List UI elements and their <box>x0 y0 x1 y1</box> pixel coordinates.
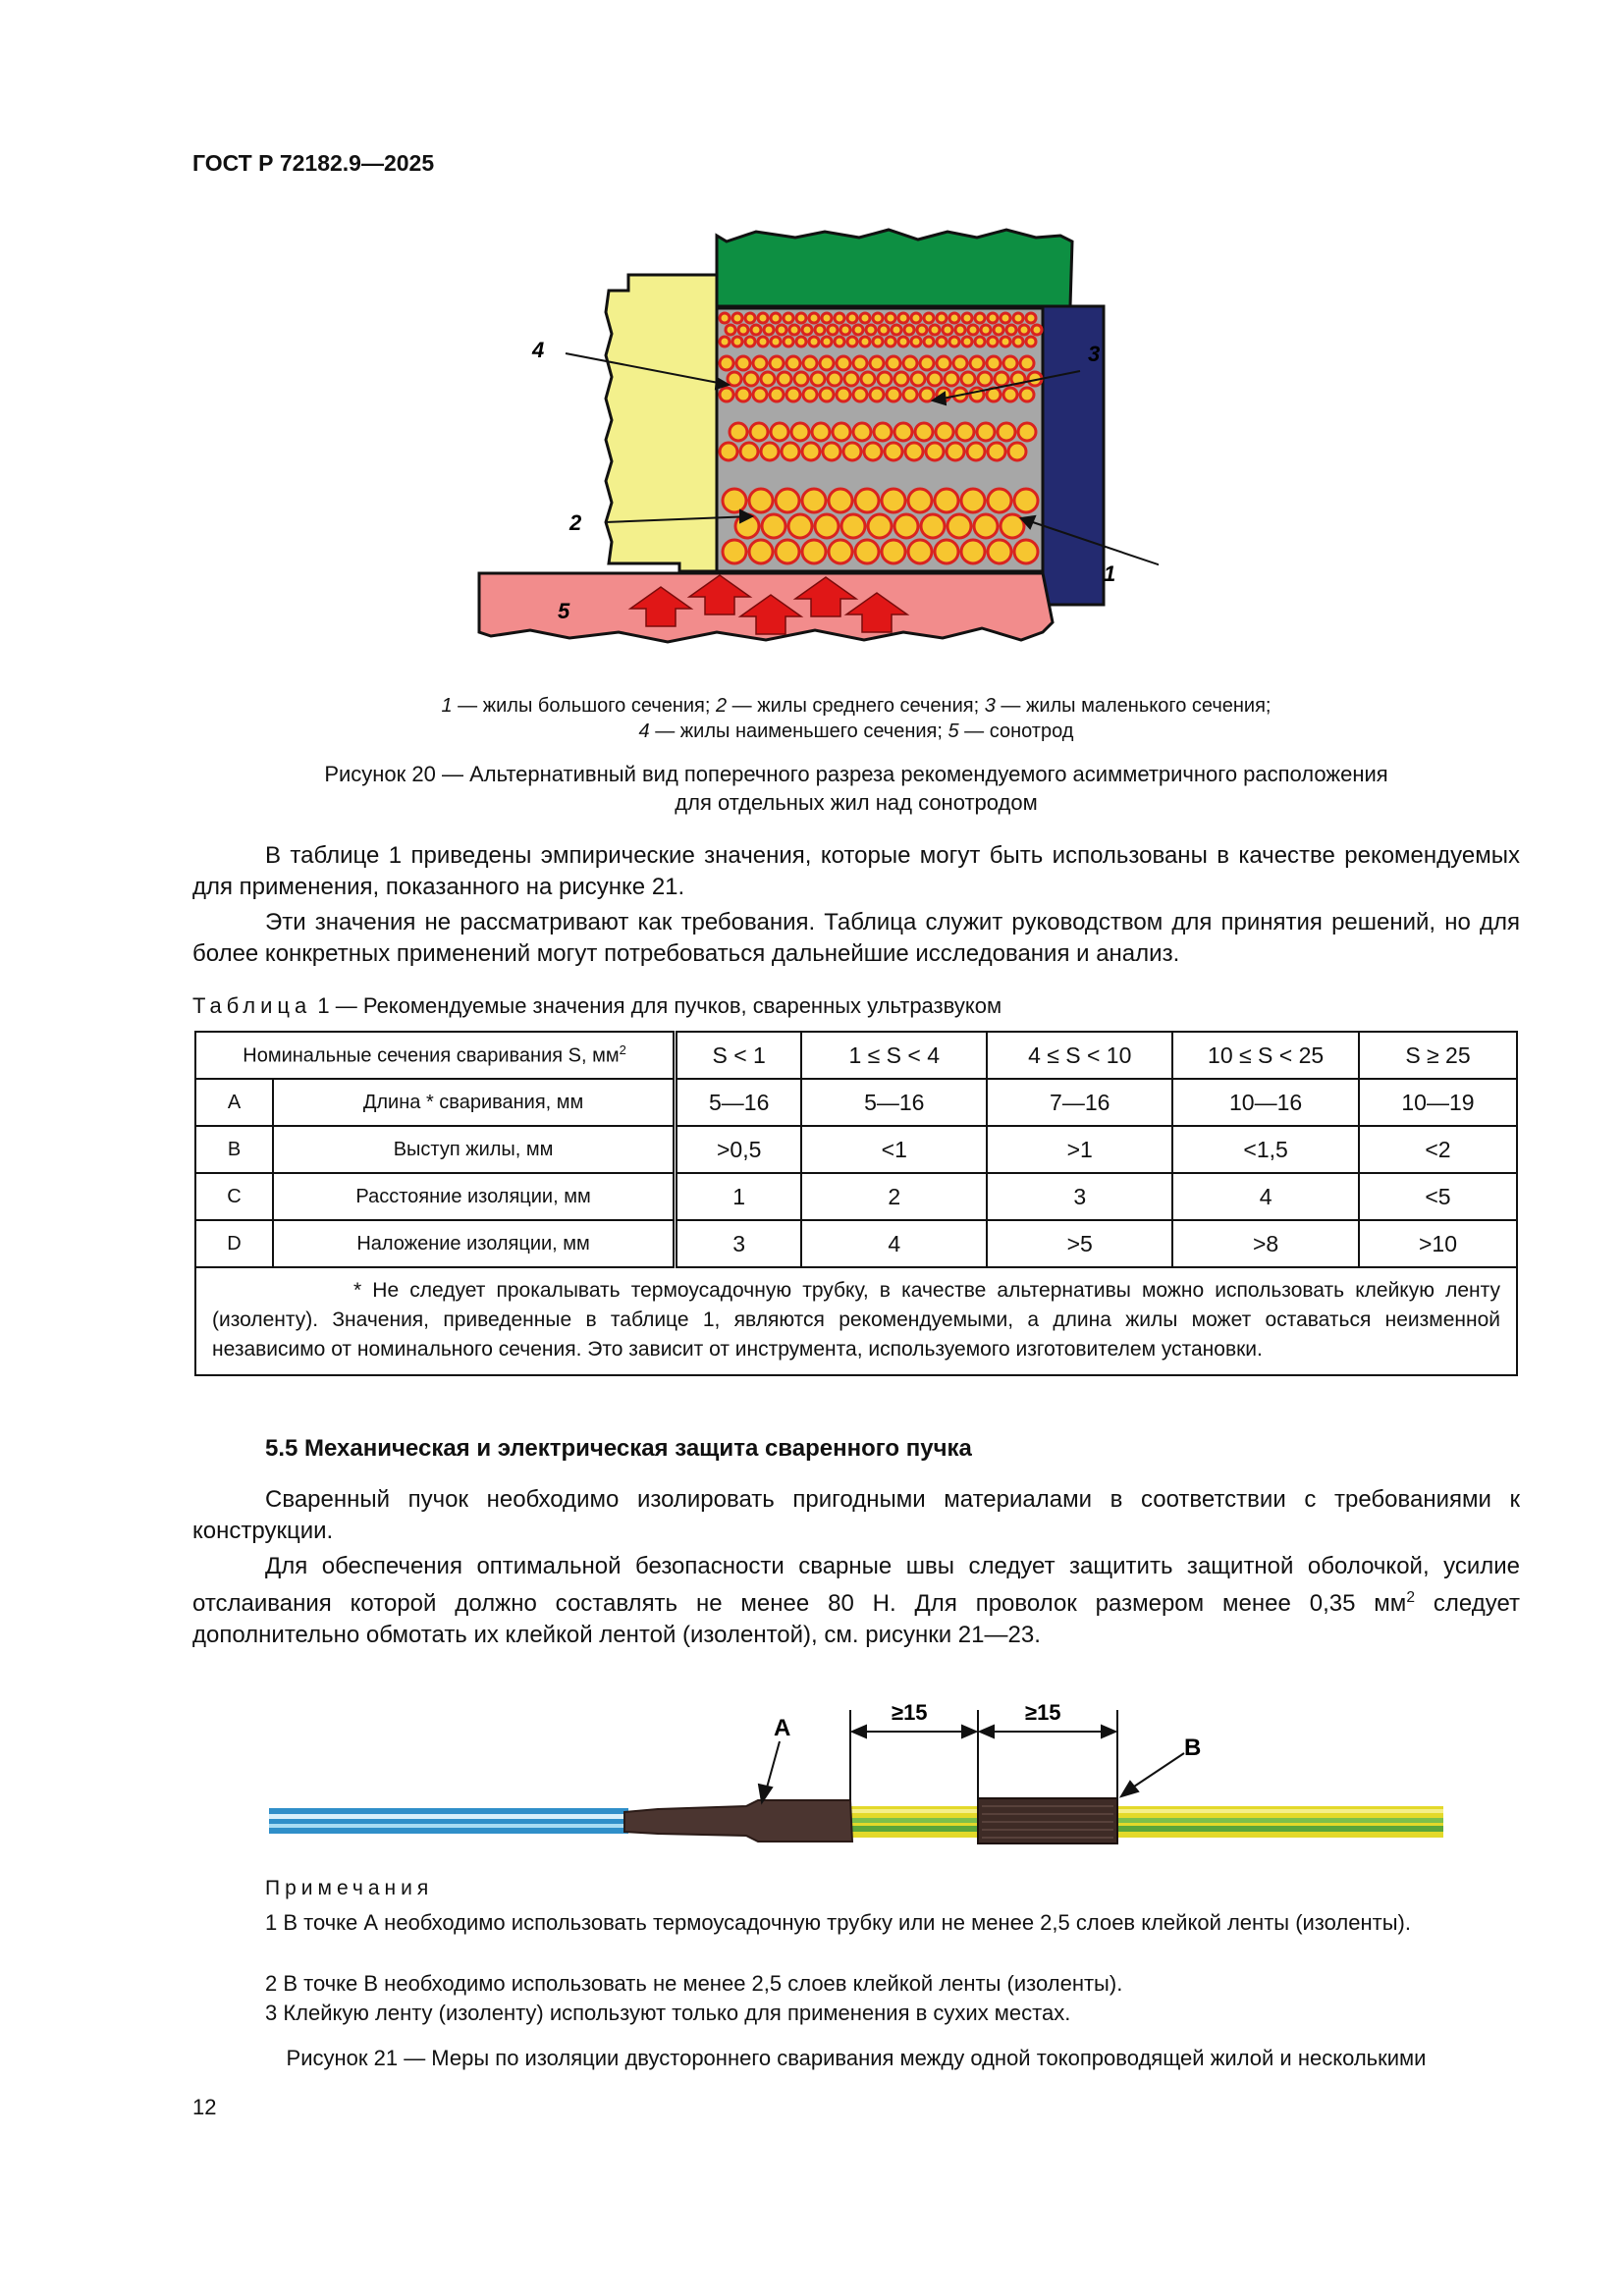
small-wire <box>803 356 817 370</box>
smallest-wire <box>835 337 844 347</box>
table-col-head: 1 ≤ S < 4 <box>801 1032 987 1079</box>
small-wire <box>861 372 875 386</box>
smallest-wire <box>771 313 781 323</box>
smallest-wire <box>828 325 838 335</box>
large-wire <box>868 514 892 538</box>
paragraph-2: Эти значения не рассматривают как требования. Таблица служит руководством для принятия решений, но для более конкретных применений могут потребоваться дальнейшие исследования и анализ. <box>192 909 1520 967</box>
smallest-wire <box>968 325 978 335</box>
legend-num-4: 4 <box>638 721 650 742</box>
fig20-label-5: 5 <box>558 599 570 623</box>
table-cell: >10 <box>1359 1220 1517 1267</box>
small-wire <box>887 356 900 370</box>
medium-wire <box>1018 423 1036 441</box>
small-wire <box>887 388 900 401</box>
smallest-wire <box>822 337 832 347</box>
small-wire <box>728 372 741 386</box>
legend-text-4: — жилы наименьшего сечения; <box>649 721 948 742</box>
notes-title: Примечания <box>265 1877 434 1899</box>
large-wire <box>749 489 773 512</box>
smallest-wire <box>796 313 806 323</box>
row-code: A <box>195 1079 273 1126</box>
smallest-wire <box>955 325 965 335</box>
smallest-wire <box>943 325 952 335</box>
smallest-wire <box>809 313 819 323</box>
smallest-wire <box>771 337 781 347</box>
table-cell: <1,5 <box>1172 1126 1359 1173</box>
medium-wire <box>802 443 820 460</box>
legend-num-5: 5 <box>947 721 959 742</box>
small-wire <box>928 372 942 386</box>
smallest-wire <box>853 325 863 335</box>
medium-wire <box>791 423 809 441</box>
medium-wire <box>956 423 974 441</box>
large-wire <box>841 514 865 538</box>
small-wire <box>1003 388 1017 401</box>
legend-text-5: — сонотрод <box>958 721 1074 742</box>
smallest-wire <box>847 313 857 323</box>
large-wire <box>788 514 812 538</box>
small-wire <box>937 356 950 370</box>
smallest-wire <box>917 325 927 335</box>
medium-wire <box>977 423 995 441</box>
heat-shrink-sleeve <box>624 1800 852 1842</box>
medium-wire <box>874 423 892 441</box>
row-code: B <box>195 1126 273 1173</box>
table-col-head: S ≥ 25 <box>1359 1032 1517 1079</box>
small-wire <box>844 372 858 386</box>
legend-text-3: — жилы маленького сечения; <box>995 695 1272 717</box>
small-wire <box>870 356 884 370</box>
small-wire <box>803 388 817 401</box>
medium-wire <box>894 423 912 441</box>
small-wire <box>903 356 917 370</box>
smallest-wire <box>840 325 850 335</box>
large-wire <box>988 540 1011 563</box>
small-wire <box>736 356 750 370</box>
medium-wire <box>967 443 985 460</box>
note-1: 1 В точке А необходимо использовать термоусадочную трубку или не менее 2,5 слоев клейкой ленты (изоленты). <box>265 1910 1411 1935</box>
large-wire <box>723 489 746 512</box>
smallest-wire <box>994 325 1003 335</box>
small-wire <box>970 356 984 370</box>
small-wire <box>786 388 800 401</box>
table-col-head: 4 ≤ S < 10 <box>987 1032 1172 1079</box>
smallest-wire <box>764 325 774 335</box>
medium-wire <box>761 443 779 460</box>
smallest-wire <box>975 313 985 323</box>
large-wire <box>935 489 958 512</box>
table-cell: 3 <box>987 1173 1172 1220</box>
smallest-wire <box>911 337 921 347</box>
fig21-dim-2: ≥15 <box>1025 1700 1061 1725</box>
legend-text-2: — жилы среднего сечения; <box>727 695 985 717</box>
legend-line-1 <box>192 693 1520 719</box>
smallest-wire <box>886 337 895 347</box>
table-cell: 10—16 <box>1172 1079 1359 1126</box>
large-wire <box>974 514 998 538</box>
smallest-wire <box>777 325 786 335</box>
table-cell: 1 <box>676 1173 802 1220</box>
small-wire <box>995 372 1008 386</box>
large-wire <box>829 540 852 563</box>
row-code: C <box>195 1173 273 1220</box>
legend-text-1: — жилы большого сечения; <box>452 695 716 717</box>
table-cell: <5 <box>1359 1173 1517 1220</box>
small-wire <box>770 388 784 401</box>
large-wire <box>829 489 852 512</box>
smallest-wire <box>745 337 755 347</box>
legend-line-2 <box>192 719 1520 744</box>
medium-wire <box>730 423 747 441</box>
row-name: Выступ жилы, мм <box>273 1126 676 1173</box>
smallest-wire <box>796 337 806 347</box>
medium-wire <box>853 423 871 441</box>
smallest-wire <box>1026 337 1036 347</box>
note-2: 2 В точке В необходимо использовать не менее 2,5 слоев клейкой ленты (изоленты). <box>265 1971 1123 1996</box>
table-head-label: Номинальные сечения сваривания S, $мм^2$ <box>195 1032 676 1079</box>
small-wire <box>853 356 867 370</box>
medium-wire <box>812 423 830 441</box>
small-wire <box>820 356 834 370</box>
smallest-wire <box>962 337 972 347</box>
table-cell: <1 <box>801 1126 987 1173</box>
smallest-wire <box>949 313 959 323</box>
row-name: Наложение изоляции, мм <box>273 1220 676 1267</box>
small-wire <box>753 388 767 401</box>
large-wire <box>882 489 905 512</box>
small-wire <box>720 388 733 401</box>
large-wire <box>908 489 932 512</box>
small-wire <box>828 372 841 386</box>
smallest-wire <box>720 313 730 323</box>
small-wire <box>778 372 791 386</box>
legend-num-3: 3 <box>984 695 996 717</box>
medium-wire <box>740 443 758 460</box>
legend-num-1: 1 <box>441 695 453 717</box>
smallest-wire <box>930 325 940 335</box>
large-wire <box>762 514 785 538</box>
small-wire <box>1003 356 1017 370</box>
table-cell: 7—16 <box>987 1079 1172 1126</box>
large-wire <box>908 540 932 563</box>
small-wire <box>911 372 925 386</box>
medium-wire <box>1008 443 1026 460</box>
table-title-prefix: Таблица <box>192 993 312 1018</box>
smallest-wire <box>904 325 914 335</box>
large-wire <box>776 540 799 563</box>
smallest-wire <box>802 325 812 335</box>
small-wire <box>920 388 934 401</box>
table-row <box>195 1220 1517 1267</box>
medium-wire <box>988 443 1005 460</box>
large-wire <box>947 514 971 538</box>
smallest-wire <box>898 337 908 347</box>
smallest-wire <box>873 337 883 347</box>
large-wire <box>894 514 918 538</box>
fig20-label-4: 4 <box>532 338 545 362</box>
smallest-wire <box>732 337 742 347</box>
smallest-wire <box>937 313 947 323</box>
fig21-label-b: B <box>1184 1735 1202 1761</box>
large-wire <box>961 489 985 512</box>
table-cell: >5 <box>987 1220 1172 1267</box>
smallest-wire <box>738 325 748 335</box>
small-wire <box>1020 388 1034 401</box>
large-wire <box>988 489 1011 512</box>
table-cell: <2 <box>1359 1126 1517 1173</box>
small-wire <box>736 388 750 401</box>
fig21-dim-1: ≥15 <box>892 1700 928 1725</box>
caption-line-1: Рисунок 20 — Альтернативный вид поперечного разреза рекомендуемого асимметричного расположения <box>324 762 1388 786</box>
figure-20-cross-section <box>471 228 1159 687</box>
large-wire <box>935 540 958 563</box>
note-3: 3 Клейкую ленту (изоленту) используют только для применения в сухих местах. <box>265 2001 1071 2025</box>
table-title-num: 1 <box>317 993 330 1018</box>
smallest-wire <box>860 337 870 347</box>
small-wire <box>920 356 934 370</box>
smallest-wire <box>784 313 793 323</box>
smallest-wire <box>1032 325 1042 335</box>
smallest-wire <box>1019 325 1029 335</box>
small-wire <box>1020 356 1034 370</box>
paragraph-1: В таблице 1 приведены эмпирические значения, которые могут быть использованы в качестве рекомендуемых для применения, показанного на рисунке 21. <box>192 842 1520 900</box>
smallest-wire <box>924 337 934 347</box>
small-wire <box>878 372 892 386</box>
medium-wire <box>771 423 788 441</box>
small-wire <box>837 388 850 401</box>
medium-wire <box>998 423 1015 441</box>
medium-wire <box>750 423 768 441</box>
table-cell: 4 <box>801 1220 987 1267</box>
small-wire <box>903 388 917 401</box>
smallest-wire <box>732 313 742 323</box>
figure-21-cable-diagram <box>265 1669 1453 1865</box>
section-paragraph-2: Для обеспечения оптимальной безопасности сварные швы следует защитить защитной оболочкой, усилие отслаивания которой должно составлять не менее 80 Н. Для проволок размером менее 0,35 $мм^2$ следует дополнительно обмотать их клейкой лентой (изолентой), см. рисунки 21—23. <box>192 1553 1520 1648</box>
small-wire <box>894 372 908 386</box>
small-wire <box>753 356 767 370</box>
figure-20-legend <box>192 693 1520 744</box>
smallest-wire <box>988 313 998 323</box>
small-wire <box>786 356 800 370</box>
table-cell: 3 <box>676 1220 802 1267</box>
small-wire <box>837 356 850 370</box>
large-wire <box>749 540 773 563</box>
smallest-wire <box>988 337 998 347</box>
small-wire <box>720 356 733 370</box>
table-cell: 2 <box>801 1173 987 1220</box>
fig20-label-3: 3 <box>1088 342 1101 366</box>
large-wire <box>921 514 945 538</box>
medium-wire <box>864 443 882 460</box>
large-wire <box>882 540 905 563</box>
small-wire <box>961 372 975 386</box>
medium-wire <box>936 423 953 441</box>
medium-wire <box>885 443 902 460</box>
fig20-label-2: 2 <box>569 510 582 535</box>
large-wire <box>855 540 879 563</box>
small-wire <box>794 372 808 386</box>
section-paragraph-1: Сваренный пучок необходимо изолировать пригодными материалами в соответствии с требованиями к конструкции. <box>192 1486 1520 1544</box>
table-footnote-row <box>195 1267 1517 1375</box>
small-wire <box>770 356 784 370</box>
smallest-wire <box>1006 325 1016 335</box>
smallest-wire <box>815 325 825 335</box>
row-name: Длина * сваривания, мм <box>273 1079 676 1126</box>
small-wire <box>870 388 884 401</box>
smallest-wire <box>981 325 991 335</box>
small-wire <box>953 356 967 370</box>
figure-20-caption <box>192 760 1520 817</box>
smallest-wire <box>745 313 755 323</box>
smallest-wire <box>835 313 844 323</box>
smallest-wire <box>892 325 901 335</box>
small-wire <box>811 372 825 386</box>
medium-wire <box>947 443 964 460</box>
table-cell: >8 <box>1172 1220 1359 1267</box>
smallest-wire <box>937 337 947 347</box>
smallest-wire <box>962 313 972 323</box>
table-1 <box>194 1031 1518 1376</box>
smallest-wire <box>1013 313 1023 323</box>
smallest-wire <box>949 337 959 347</box>
table-title-text: — Рекомендуемые значения для пучков, сваренных ультразвуком <box>329 993 1002 1018</box>
smallest-wire <box>758 337 768 347</box>
smallest-wire <box>866 325 876 335</box>
smallest-wire <box>879 325 889 335</box>
smallest-wire <box>726 325 735 335</box>
smallest-wire <box>822 313 832 323</box>
large-wire <box>815 514 839 538</box>
smallest-wire <box>847 337 857 347</box>
medium-wire <box>833 423 850 441</box>
blue-cable-left <box>269 1808 628 1834</box>
table-footnote: * Не следует прокалывать термоусадочную трубку, в качестве альтернативы можно использовать клейкую ленту (изоленту). Значения, приведенные в таблице 1, являются рекомендуемыми, а длина жилы может оставаться неизменной независимо от номинального сечения. Это зависит от инструмента, используемого изготовителем установки. <box>195 1267 1517 1375</box>
small-wire <box>945 372 958 386</box>
smallest-wire <box>789 325 799 335</box>
small-wire <box>744 372 758 386</box>
table-row <box>195 1079 1517 1126</box>
page-number: 12 <box>192 2095 217 2119</box>
smallest-wire <box>860 313 870 323</box>
smallest-wire <box>751 325 761 335</box>
medium-wire <box>782 443 799 460</box>
medium-wire <box>905 443 923 460</box>
legend-num-2: 2 <box>715 695 728 717</box>
large-wire <box>802 489 826 512</box>
document-header: ГОСТ Р 72182.9—2025 <box>192 150 435 176</box>
large-wire <box>802 540 826 563</box>
small-wire <box>978 372 992 386</box>
small-wire <box>987 356 1001 370</box>
small-wire <box>820 388 834 401</box>
smallest-wire <box>911 313 921 323</box>
table-row <box>195 1173 1517 1220</box>
smallest-wire <box>898 313 908 323</box>
large-wire <box>723 540 746 563</box>
section-heading-5-5: 5.5 Механическая и электрическая защита сваренного пучка <box>265 1435 972 1462</box>
medium-wire <box>915 423 933 441</box>
smallest-wire <box>784 337 793 347</box>
small-wire <box>761 372 775 386</box>
table-cell: 5—16 <box>801 1079 987 1126</box>
table-1-title <box>192 993 1001 1019</box>
table-cell: 10—19 <box>1359 1079 1517 1126</box>
large-wire <box>855 489 879 512</box>
fig21-label-a: A <box>774 1715 791 1741</box>
large-wire <box>1014 540 1038 563</box>
table-cell: >0,5 <box>676 1126 802 1173</box>
medium-wire <box>926 443 944 460</box>
small-wire <box>853 388 867 401</box>
table-col-head: S < 1 <box>676 1032 802 1079</box>
smallest-wire <box>1001 337 1010 347</box>
smallest-wire <box>975 337 985 347</box>
large-wire <box>1014 489 1038 512</box>
smallest-wire <box>1001 313 1010 323</box>
smallest-wire <box>886 313 895 323</box>
smallest-wire <box>720 337 730 347</box>
tape-wrap-b <box>978 1798 1117 1843</box>
smallest-wire <box>809 337 819 347</box>
medium-wire <box>720 443 737 460</box>
table-col-head: 10 ≤ S < 25 <box>1172 1032 1359 1079</box>
smallest-wire <box>924 313 934 323</box>
table-cell: 5—16 <box>676 1079 802 1126</box>
caption-line-2: для отдельных жил над сонотродом <box>675 790 1038 815</box>
smallest-wire <box>1013 337 1023 347</box>
smallest-wire <box>1026 313 1036 323</box>
smallest-wire <box>873 313 883 323</box>
table-cell: 4 <box>1172 1173 1359 1220</box>
row-code: D <box>195 1220 273 1267</box>
large-wire <box>776 489 799 512</box>
smallest-wire <box>758 313 768 323</box>
medium-wire <box>823 443 840 460</box>
medium-wire <box>843 443 861 460</box>
large-wire <box>961 540 985 563</box>
table-header-row <box>195 1032 1517 1079</box>
row-name: Расстояние изоляции, мм <box>273 1173 676 1220</box>
figure-21-caption: Рисунок 21 — Меры по изоляции двустороннего сваривания между одной токопроводящей жилой и несколькими <box>286 2046 1427 2070</box>
table-row <box>195 1126 1517 1173</box>
fig20-label-1: 1 <box>1104 561 1116 586</box>
table-cell: >1 <box>987 1126 1172 1173</box>
